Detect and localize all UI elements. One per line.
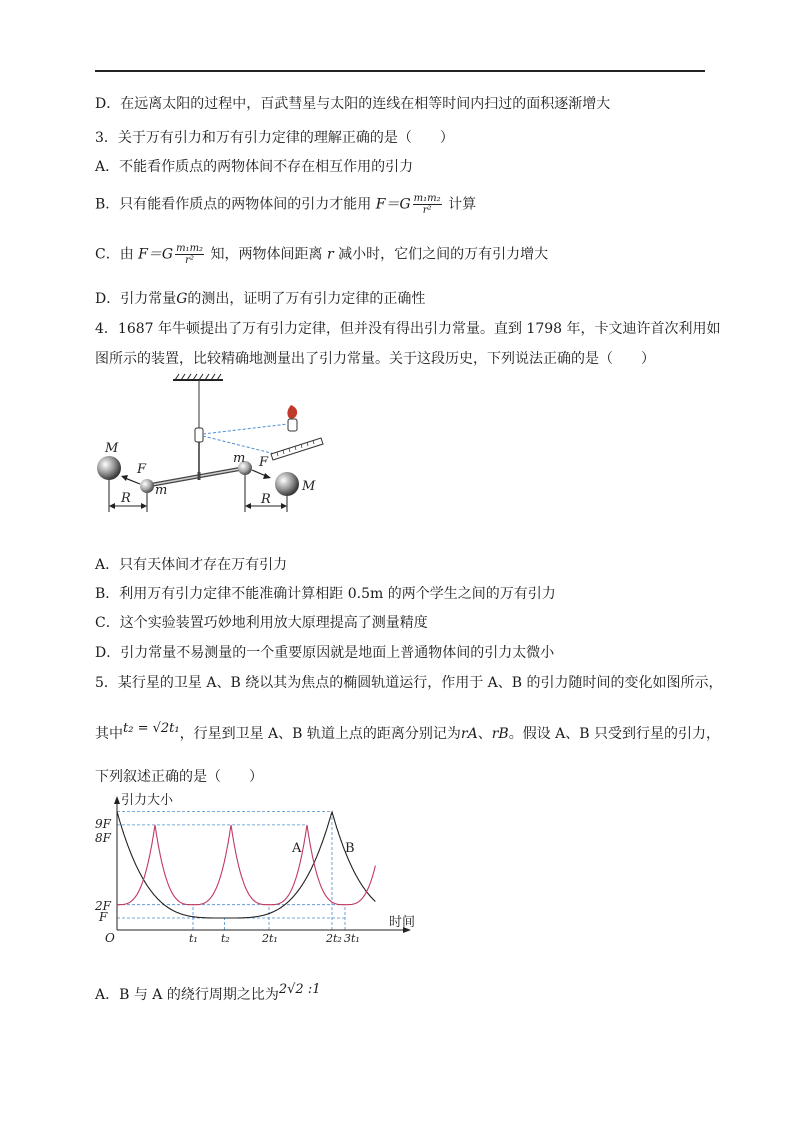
mirror bbox=[195, 428, 203, 442]
light-source bbox=[287, 405, 297, 431]
var-ra: rA bbox=[460, 726, 478, 742]
q5-stem-line2 bbox=[95, 721, 721, 745]
q3-option-c-text: C．由 bbox=[95, 246, 134, 263]
x-tick-label: 3t₁ bbox=[344, 932, 360, 945]
label-f-left: F bbox=[137, 462, 147, 477]
header-rule bbox=[95, 70, 705, 72]
formula-fraction bbox=[413, 193, 442, 216]
q3-option-c-tail: 减小时，它们之间的万有引力增大 bbox=[338, 246, 549, 263]
q3-option-d-tail: 的测出，证明了万有引力定律的正确性 bbox=[187, 291, 426, 307]
x-tick-label: 2t₂ bbox=[326, 932, 342, 945]
q5-option-a bbox=[95, 982, 321, 1006]
formula-numerator: m₁m₂ bbox=[413, 193, 441, 204]
label-m-large-left: M bbox=[105, 441, 119, 456]
q5-separator: 、 bbox=[477, 726, 492, 742]
ceiling-support bbox=[173, 374, 223, 380]
formula-lhs: F＝G bbox=[375, 196, 411, 213]
q5-stem-pre: 其中 bbox=[95, 726, 123, 742]
q5-formula: t₂ = √2t₁ bbox=[123, 721, 180, 736]
force-time-chart bbox=[95, 790, 425, 950]
y-axis-label: 引力大小 bbox=[121, 793, 174, 808]
q4-stem-line1: 4．1687 年牛顿提出了万有引力定律，但并没有得出引力常量。直到 1798 年，卡文迪许首次利用如 bbox=[95, 321, 721, 337]
q3-option-d bbox=[95, 289, 425, 309]
y-tick-label: F bbox=[99, 910, 108, 924]
q3-option-d-text: D．引力常量 bbox=[95, 291, 177, 307]
formula-lhs: F＝G bbox=[138, 246, 174, 263]
origin-label: O bbox=[105, 931, 115, 945]
label-r-left: R bbox=[121, 491, 131, 506]
var-g: G bbox=[176, 291, 188, 307]
label-m-small-right: m bbox=[233, 451, 246, 466]
label-r-right: R bbox=[261, 492, 271, 507]
formula-denominator: r² bbox=[422, 205, 432, 216]
light-ray-incident bbox=[203, 424, 288, 434]
x-tick-label: t₂ bbox=[221, 932, 230, 945]
q4-option-b: B．利用万有引力定律不能准确计算相距 0.5m 的两个学生之间的万有引力 bbox=[95, 586, 556, 602]
series-a-line bbox=[117, 825, 375, 905]
cavendish-apparatus-figure bbox=[95, 372, 335, 522]
series-b-label: B bbox=[345, 841, 355, 856]
x-tick-label: 2t₁ bbox=[262, 932, 278, 945]
q3-option-a: A．不能看作质点的两物体间不存在相互作用的引力 bbox=[95, 159, 414, 175]
label-f-right: F bbox=[259, 455, 269, 470]
y-tick-label: 2F bbox=[95, 899, 111, 913]
q2-option-d: D．在远离太阳的过程中，百武彗星与太阳的连线在相等时间内扫过的面积逐渐增大 bbox=[95, 96, 611, 112]
force-arrow-right bbox=[252, 470, 271, 479]
small-ball-left bbox=[140, 479, 154, 493]
formula-denominator: r² bbox=[185, 255, 194, 266]
q4-option-a: A．只有天体间才存在万有引力 bbox=[95, 557, 288, 573]
formula-numerator: m₁m₂ bbox=[176, 243, 204, 254]
q3-option-c bbox=[95, 243, 548, 266]
q5-option-a-text: A．B 与 A 的绕行周期之比为 bbox=[95, 987, 279, 1003]
var-rb: rB bbox=[491, 726, 509, 742]
y-axis-arrow bbox=[114, 796, 120, 804]
q5-stem-mid: ，行星到卫星 A、B 轨道上点的距离分别记为 bbox=[179, 726, 461, 742]
q4-stem-line2: 图所示的装置，比较精确地测量出了引力常量。关于这段历史，下列说法正确的是（ ） bbox=[95, 351, 655, 367]
q3-option-b bbox=[95, 193, 476, 216]
series-a-label: A bbox=[292, 841, 302, 856]
var-r: r bbox=[326, 246, 334, 263]
q3-option-b-tail: 计算 bbox=[448, 196, 477, 213]
label-m-large-right: M bbox=[302, 479, 316, 494]
q3-stem: 3．关于万有引力和万有引力定律的理解正确的是（ ） bbox=[95, 130, 454, 146]
q5-stem-tail: 。假设 A、B 只受到行星的引力， bbox=[508, 726, 721, 742]
x-axis-label: 时间 bbox=[389, 915, 416, 930]
y-tick-label: 9F bbox=[95, 817, 111, 831]
q4-option-c: C．这个实验装置巧妙地利用放大原理提高了测量精度 bbox=[95, 615, 428, 631]
q5-option-a-ratio: 2√2 :1 bbox=[278, 982, 321, 997]
x-tick-label: t₁ bbox=[189, 932, 198, 945]
q4-option-d: D．引力常量不易测量的一个重要原因就是地面上普通物体间的引力太微小 bbox=[95, 645, 555, 661]
measuring-scale bbox=[271, 438, 323, 460]
y-tick-label: 8F bbox=[95, 831, 111, 845]
large-ball-left bbox=[97, 456, 121, 480]
q5-stem-line3: 下列叙述正确的是（ ） bbox=[95, 769, 263, 785]
q3-option-b-text: B．只有能看作质点的两物体间的引力才能用 bbox=[95, 196, 372, 213]
q3-option-c-mid: 知，两物体间距离 bbox=[210, 246, 323, 263]
large-ball-right bbox=[275, 472, 299, 496]
formula-fraction bbox=[175, 243, 204, 266]
label-m-small-left: m bbox=[155, 483, 168, 498]
q5-stem-line1: 5．某行星的卫星 A、B 绕以其为焦点的椭圆轨道运行，作用于 A、B 的引力随时间的变化如图所示， bbox=[95, 675, 723, 691]
